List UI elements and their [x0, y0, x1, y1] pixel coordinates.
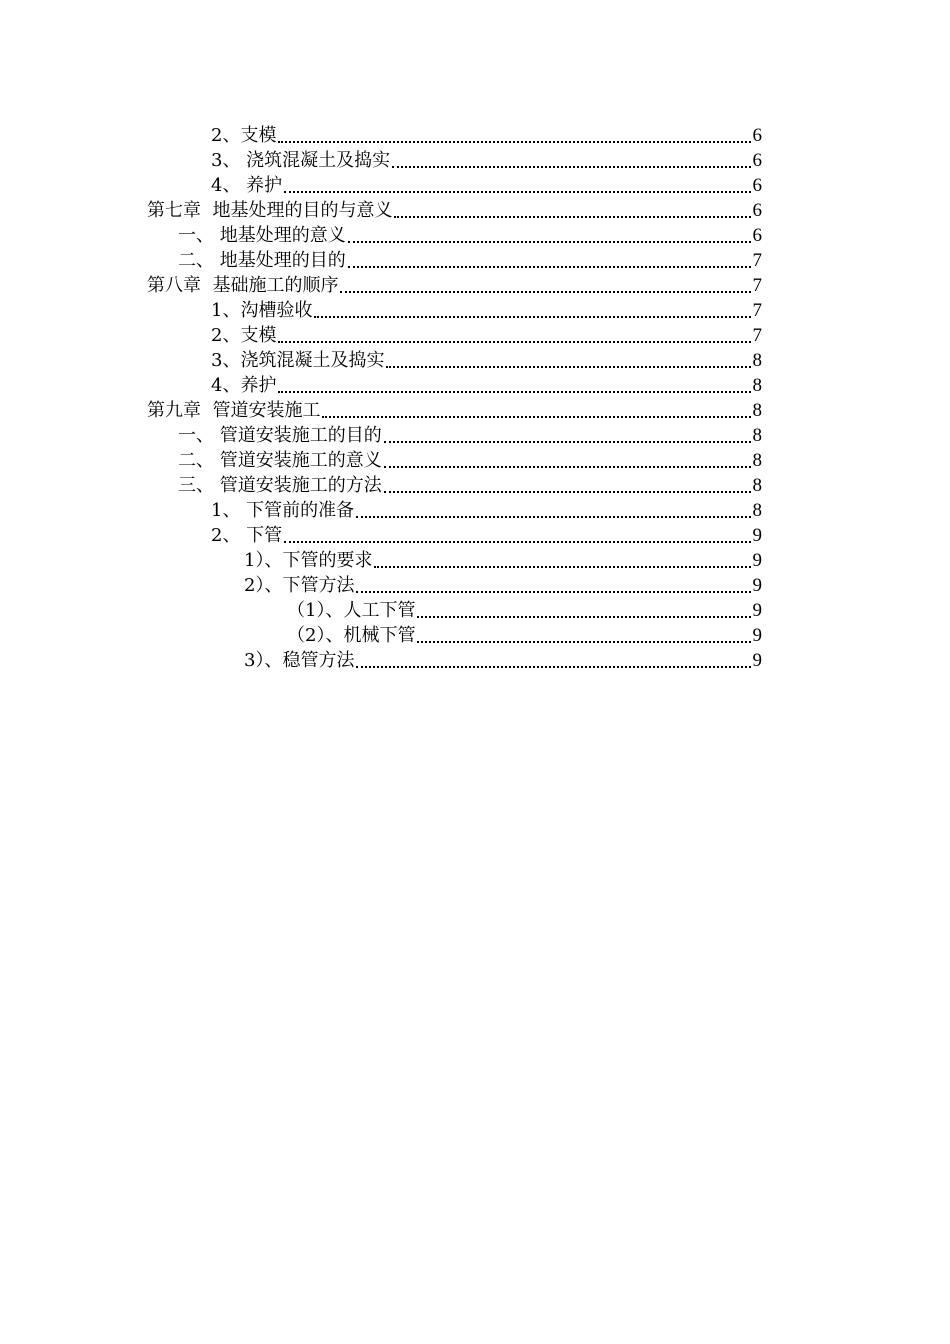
- toc-entry[interactable]: [178, 473, 762, 498]
- toc-dot-leader: [322, 416, 750, 418]
- toc-entry[interactable]: [211, 148, 762, 173]
- toc-entry-page-number: 6: [752, 150, 762, 171]
- toc-entry-page-number: 8: [752, 425, 762, 446]
- toc-entry-label: 二、 管道安装施工的意义: [178, 450, 382, 471]
- toc-entry-page-number: 9: [752, 600, 762, 621]
- toc-entry-page-number: 6: [752, 175, 762, 196]
- toc-entry[interactable]: [211, 523, 762, 548]
- toc-dot-leader: [392, 166, 750, 168]
- toc-entry-label: 第七章 地基处理的目的与意义: [147, 200, 393, 221]
- toc-entry-label: 2、支模: [211, 325, 277, 346]
- toc-entry[interactable]: [211, 123, 762, 148]
- toc-dot-leader: [348, 266, 751, 268]
- toc-entry[interactable]: [178, 248, 762, 273]
- toc-entry-page-number: 9: [752, 550, 762, 571]
- toc-dot-leader: [356, 516, 750, 518]
- toc-entry-label: （1）、人工下管: [287, 600, 416, 621]
- toc-entry-label: 一、 地基处理的意义: [178, 225, 346, 246]
- toc-entry-label: 3）、稳管方法: [244, 650, 355, 671]
- toc-dot-leader: [394, 216, 750, 218]
- toc-dot-leader: [384, 441, 751, 443]
- toc-dot-leader: [348, 241, 751, 243]
- toc-entry-page-number: 6: [752, 125, 762, 146]
- toc-dot-leader: [278, 141, 750, 143]
- toc-dot-leader: [340, 291, 750, 293]
- toc-entry[interactable]: [147, 398, 762, 423]
- toc-dot-leader: [384, 491, 751, 493]
- toc-entry-label: 二、 地基处理的目的: [178, 250, 346, 271]
- toc-entry-label: 4、养护: [211, 375, 277, 396]
- toc-entry-label: 1、 下管前的准备: [211, 500, 355, 521]
- toc-entry-label: 2）、下管方法: [244, 575, 355, 596]
- toc-dot-leader: [284, 541, 750, 543]
- toc-entry-label: 第九章 管道安装施工: [147, 400, 321, 421]
- toc-entry-page-number: 9: [752, 575, 762, 596]
- toc-entry-label: 三、 管道安装施工的方法: [178, 475, 382, 496]
- toc-entry[interactable]: [178, 448, 762, 473]
- toc-entry-label: 2、支模: [211, 125, 277, 146]
- toc-entry-page-number: 6: [752, 225, 762, 246]
- toc-entry-page-number: 8: [752, 450, 762, 471]
- toc-entry[interactable]: [211, 298, 762, 323]
- toc-entry[interactable]: [211, 323, 762, 348]
- toc-entry[interactable]: [244, 648, 762, 673]
- toc-entry-label: 1、沟槽验收: [211, 300, 313, 321]
- toc-entry-page-number: 8: [752, 500, 762, 521]
- toc-entry-label: 一、 管道安装施工的目的: [178, 425, 382, 446]
- toc-entry-page-number: 8: [752, 475, 762, 496]
- toc-entry[interactable]: [147, 198, 762, 223]
- toc-dot-leader: [278, 341, 750, 343]
- toc-entry-label: 4、 养护: [211, 175, 283, 196]
- toc-entry[interactable]: [244, 573, 762, 598]
- toc-dot-leader: [386, 366, 750, 368]
- toc-dot-leader: [314, 316, 750, 318]
- toc-dot-leader: [374, 566, 750, 568]
- toc-entry-page-number: 7: [752, 300, 762, 321]
- toc-dot-leader: [356, 591, 750, 593]
- toc-entry[interactable]: [244, 548, 762, 573]
- toc-entry[interactable]: [211, 498, 762, 523]
- toc-entry-page-number: 8: [752, 375, 762, 396]
- toc-entry[interactable]: [287, 598, 762, 623]
- toc-entry-label: （2）、机械下管: [287, 625, 416, 646]
- toc-entry[interactable]: [211, 348, 762, 373]
- toc-entry-page-number: 7: [752, 325, 762, 346]
- toc-entry-page-number: 8: [752, 400, 762, 421]
- toc-dot-leader: [356, 666, 750, 668]
- toc-entry-page-number: 9: [752, 650, 762, 671]
- toc-dot-leader: [417, 641, 750, 643]
- toc-entry-label: 3、 浇筑混凝土及捣实: [211, 150, 391, 171]
- toc-dot-leader: [284, 191, 750, 193]
- toc-entry-page-number: 8: [752, 350, 762, 371]
- toc-entry-page-number: 9: [752, 525, 762, 546]
- toc-entry-page-number: 9: [752, 625, 762, 646]
- toc-dot-leader: [278, 391, 750, 393]
- toc-entry-page-number: 6: [752, 200, 762, 221]
- toc-entry-page-number: 7: [752, 250, 762, 271]
- toc-entry-page-number: 7: [752, 275, 762, 296]
- toc-entry[interactable]: [178, 423, 762, 448]
- toc-entry[interactable]: [147, 273, 762, 298]
- toc-entry[interactable]: [211, 373, 762, 398]
- toc-dot-leader: [384, 466, 751, 468]
- table-of-contents: [0, 123, 950, 673]
- toc-entry-label: 1）、下管的要求: [244, 550, 373, 571]
- toc-dot-leader: [417, 616, 750, 618]
- toc-entry-label: 3、浇筑混凝土及捣实: [211, 350, 385, 371]
- toc-entry[interactable]: [211, 173, 762, 198]
- toc-entry-label: 第八章 基础施工的顺序: [147, 275, 339, 296]
- toc-entry-label: 2、 下管: [211, 525, 283, 546]
- toc-entry[interactable]: [287, 623, 762, 648]
- toc-entry[interactable]: [178, 223, 762, 248]
